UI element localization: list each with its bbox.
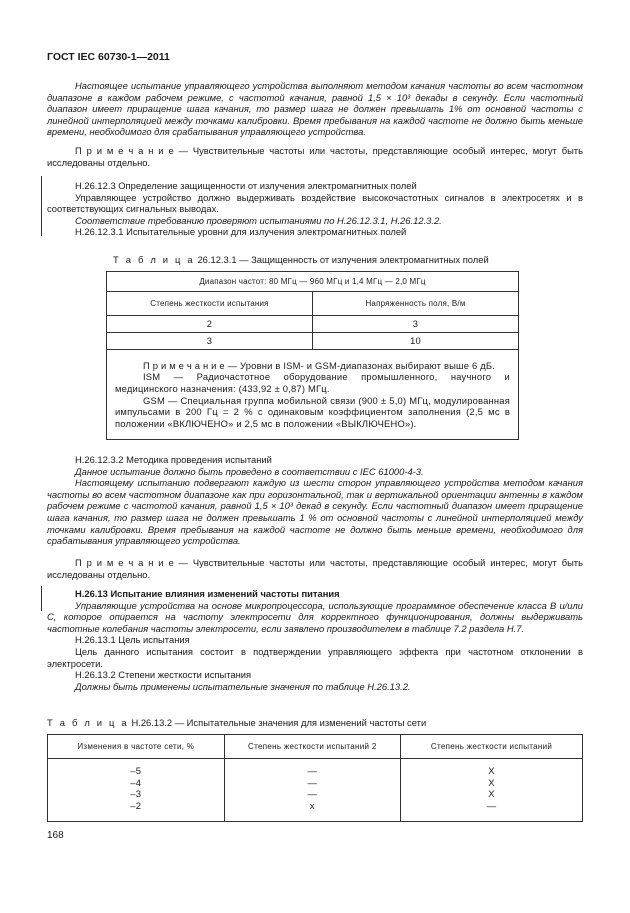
page-number: 168 — [47, 830, 64, 841]
table-cell: –5 –4 –3 –2 — [48, 759, 225, 822]
column-header: Изменения в частоте сети, % — [48, 735, 225, 759]
paragraph-sweep-method: Настоящее испытание управляющего устройства выполняют методом качания частоты во всем частотном диапазоне в каждом рабочем режиме, с частотой качания, равной 1,5 × 10³ декады в секунду. Если частотный диапазон имеет приращение шага качания, то размер шага не должен превышать 1% от основной частоты с линейной интерполяцией между точками калибровки. Время пребывания на каждой частоте не должно быть меньше времени, необходимого для срабатывания управляющего устройства. — [47, 80, 583, 138]
table1-note: П р и м е ч а н и е — Уровни в ISM- и GSM-диапазонах выбирают выше 6 дБ. ISM — Радиочастотное оборудование промышленного, научного и медицинского назначения: (433,92 ± 0,87) МГц. GSM — Специальная группа мобильной связи (900 ± 5,0) МГц, модулированная импульсами в 200 Гц = 2 % с одинаковым коэффициентом заполнения (2,5 мс в положении «ВКЛЮЧЕНО» и 2,5 мс в положении «ВЫКЛЮЧЕНО»). — [107, 350, 519, 440]
note-1 — [47, 145, 583, 168]
frequency-range: Диапазон частот: 80 МГц — 960 МГц и 1,4 МГц — 2,0 МГц — [107, 272, 519, 292]
table-cell: 2 — [107, 316, 313, 333]
table-cell: — — — x — [224, 759, 401, 822]
table-frequency-variation — [47, 734, 583, 822]
change-bar — [41, 176, 42, 236]
table-cell: X X X — — [401, 759, 583, 822]
table2-caption: Т а б л и ц а Н.26.13.2 — Испытательные значения для изменений частоты сети — [47, 717, 427, 728]
column-header: Степень жесткости испытаний — [401, 735, 583, 759]
column-header: Степень жесткости испытания — [107, 292, 313, 316]
note-text: — Чувствительные частоты или частоты, представляющие особый интерес, могут быть исследованы отдельно. — [47, 145, 583, 168]
column-header: Напряженность поля, В/м — [313, 292, 519, 316]
note-2: П р и м е ч а н и е — Чувствительные частоты или частоты, представляющие особый интерес, могут быть исследованы отдельно. — [47, 557, 583, 580]
table-emf-immunity — [106, 271, 519, 440]
note-label: П р и м е ч а н и е — [75, 145, 174, 156]
table1-caption: Т а б л и ц а 26.12.3.1 — Защищенность от излучения электромагнитных полей — [113, 254, 489, 265]
change-bar — [41, 586, 42, 611]
section-h26-12-3: Н.26.12.3 Определение защищенности от излучения электромагнитных полей Управляющее устройство должно выдерживать воздействие высокочастотных сигналов в электросетях и в соответствующих сигнальных выводах. Соответствие требованию проверяют испытаниями по Н.26.12.3.1, Н.26.12.3.2. Н.26.12.3.1 Испытательные уровни для излучения электромагнитных полей — [47, 180, 583, 238]
standard-header: ГОСТ IEC 60730-1—2011 — [47, 51, 170, 63]
table-cell: 10 — [313, 333, 519, 350]
table-cell: 3 — [313, 316, 519, 333]
section-h26-12-3-2: Н.26.12.3.2 Методика проведения испытаний Данное испытание должно быть проведено в соответствии с IEC 61000-4-3. Настоящему испытанию подвергают каждую из шести сторон управляющего устройства методом качания частоты во всем частотном диапазоне как при горизонтальной, так и вертикальной ориентации антенны в каждом рабочем режиме с частотой качания, равной 1,5 × 10³ декад в секунду. Если частотный диапазон имеет приращение шага качания, то размер шага не должен превышать 1 % от основной частоты с линейной интерполяцией между точками калибровки. Время пребывания на каждой частоте не должно быть меньше времени, необходимого для срабатывания управляющего устройства. — [47, 454, 583, 547]
column-header: Степень жесткости испытаний 2 — [224, 735, 401, 759]
table-cell: 3 — [107, 333, 313, 350]
section-h26-13: Н.26.13 Испытание влияния изменений частоты питания Управляющие устройства на основе микропроцессора, использующие программное обеспечение класса В и/или С, которое опирается на частоту электросети для корректного функционирования, должны выдерживать частотные колебания частоты электросети, если заявлено производителем в таблице 7.2 раздела Н.7. Н.26.13.1 Цель испытания Цель данного испытания состоит в подтверждении управляющего эффекта при частотном отклонении в электросети. Н.26.13.2 Степени жесткости испытания Должны быть применены испытательные значения по таблице Н.26.13.2. — [47, 588, 583, 692]
